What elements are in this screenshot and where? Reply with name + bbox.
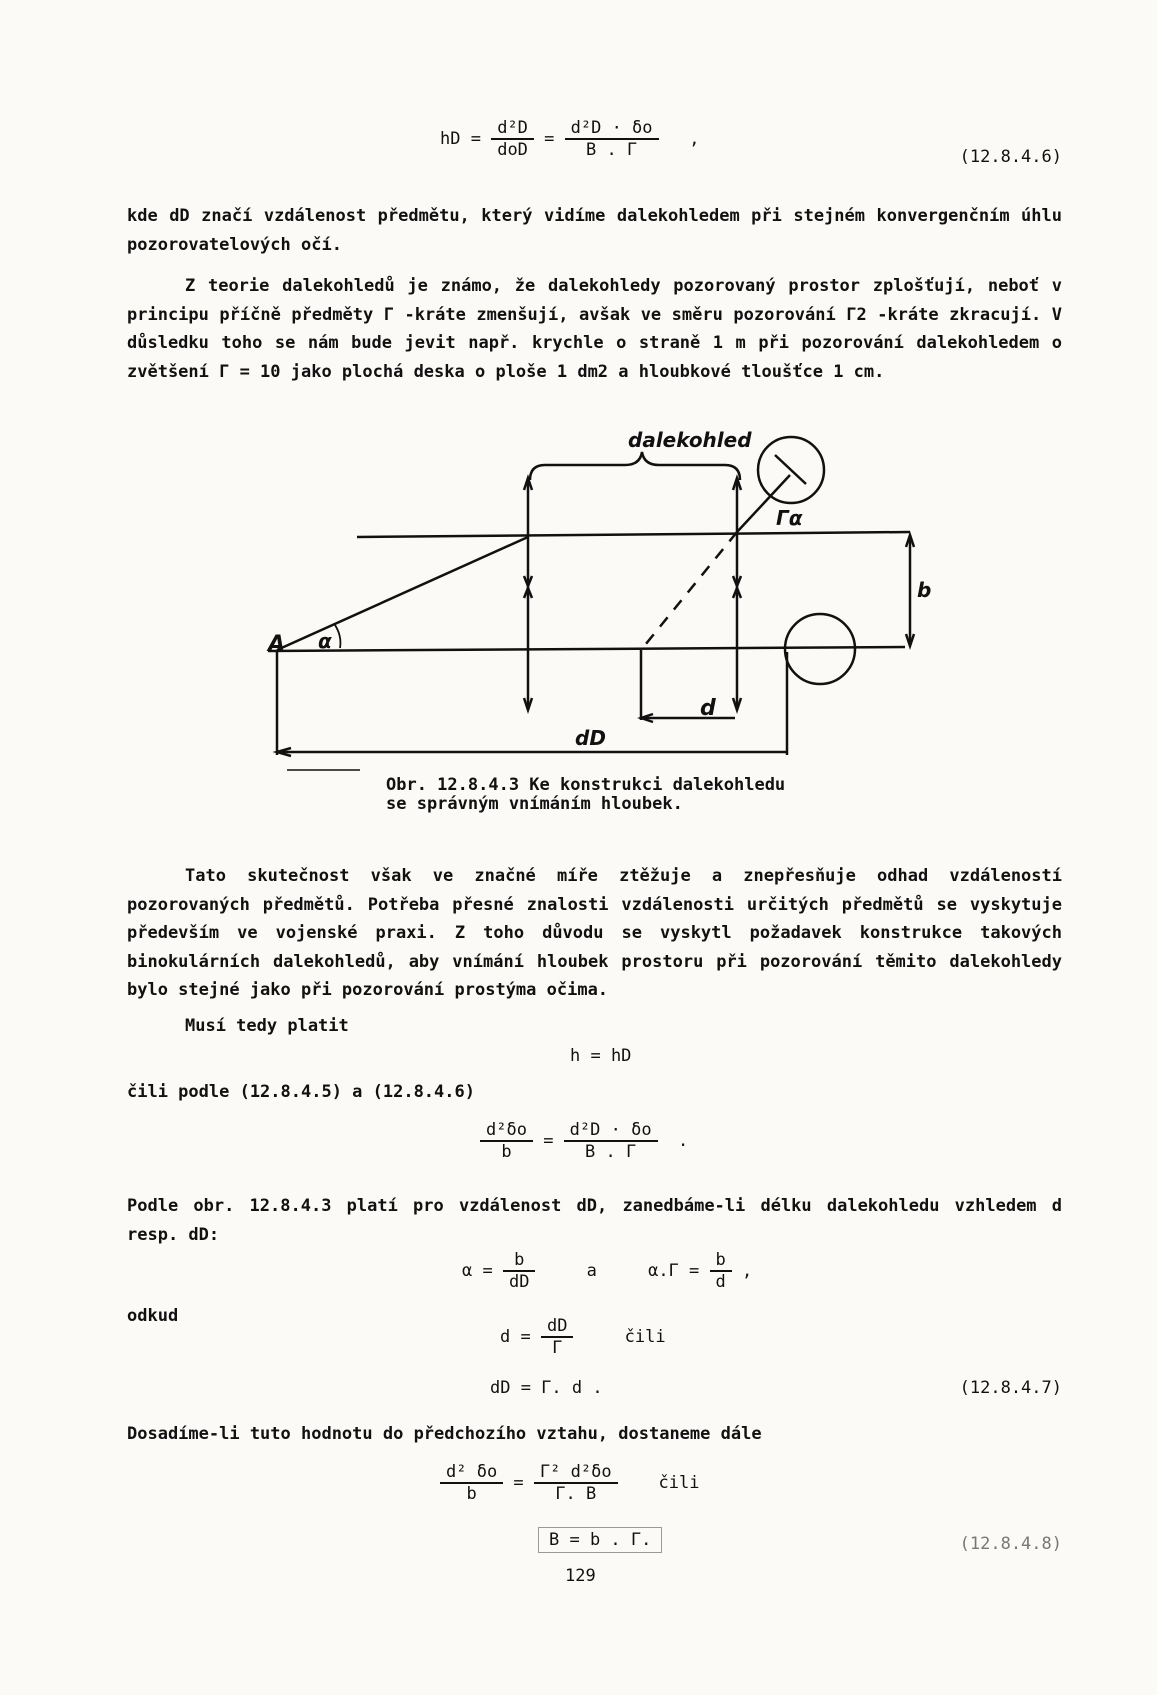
optical-axis (268, 647, 905, 651)
label-gamma-alpha: Γα (776, 506, 803, 530)
ray-line (277, 537, 528, 650)
equation-5: dD = Γ. d . (490, 1378, 603, 1398)
equation-4: d = $\frac{dD}{\Gamma}$ čili (500, 1316, 666, 1358)
paragraph-1: kde dD značí vzdálenost předmětu, který vidíme dalekohledem při stejném konvergenčním úhlu pozorovatelových očí. (127, 206, 1062, 255)
fraction: $\frac{\text{d²D · δo}}{B . \Gamma}$ (565, 118, 659, 160)
eq-lhs: hD (440, 129, 461, 149)
paragraph-4: Musí tedy platit (185, 1016, 349, 1036)
equation-6: $\frac{\text{d² δo}}{b}$ = $\frac{\text{Γ² d²δo}}{\Gamma. B}$ čili (440, 1462, 699, 1504)
eye-lower (785, 614, 855, 684)
label-A: A (268, 632, 286, 657)
alpha-arc (335, 625, 340, 648)
paragraph-6: Podle obr. 12.8.4.3 platí pro vzdálenost dD, zanedbáme-li délku dalekohledu vzhledem d resp. dD: (127, 1196, 1062, 1245)
figure-telescope-diagram (0, 0, 1157, 820)
fraction: $\frac{\text{d²D}}{\text{doD}}$ (491, 118, 534, 160)
equation-2: $\frac{\text{d²δo}}{b}$ = $\frac{\text{d²D · δo}}{B . \Gamma}$ . (480, 1120, 688, 1162)
equation-number: (12.8.4.8) (959, 1534, 1062, 1554)
eye-upper-pupil (775, 455, 806, 484)
paragraph-8: Dosadíme-li tuto hodnotu do předchozího vztahu, dostaneme dále (127, 1424, 762, 1444)
label-b: b (917, 578, 932, 602)
paragraph-2: Z teorie dalekohledů je známo, že dalekohledy pozorovaný prostor zplošťují, neboť v principu příčně předměty Γ -kráte zmenšují, avšak ve směru pozorování Γ2 -kráte zkracují. V důsledku toho se nám bude jevit např. krychle o straně 1 m při pozorování dalekohledem o zvětšení Γ = 10 jako plochá deska o ploše 1 dm2 a hloubkové tloušťce 1 cm. (127, 276, 1062, 382)
equation-number: (12.8.4.7) (959, 1378, 1062, 1398)
equation-number: (12.8.4.6) (959, 147, 1062, 167)
paragraph-7: odkud (127, 1306, 179, 1326)
equation-12-8-4-6: hD = $\frac{\text{d²D}}{\text{doD}}$ = $\frac{\text{d²D · δo}}{B . \Gamma}$ , (440, 118, 700, 160)
paragraph-5: čili podle (12.8.4.5) a (12.8.4.6) (127, 1082, 475, 1102)
brace (530, 452, 740, 480)
equation-3: α = $\frac{b}{dD}$ a α.Γ = $\frac{b}{d}$ , (462, 1250, 753, 1292)
dashed-line (641, 532, 737, 650)
label-alpha: α (318, 629, 332, 653)
boxed-result: B = b . Γ. (538, 1527, 662, 1553)
equation-7 (538, 1530, 662, 1550)
paragraph-3: Tato skutečnost však ve značné míře ztěžuje a znepřesňuje odhad vzdáleností pozorovaných předmětů. Potřeba přesné znalosti vzdálenosti určitých předmětů se vyskytuje především ve vojenské praxi. Z toho důvodu se vyskytl požadavek konstrukce takových binokulárních dalekohledů, aby vnímání hloubek prostoru při pozorování těmito dalekohledy bylo stejné jako při pozorování prostýma očima. (127, 866, 1062, 1000)
page-number: 129 (565, 1566, 596, 1586)
label-d: d (700, 696, 716, 721)
equation-h: h = hD (570, 1046, 632, 1066)
figure-caption: Obr. 12.8.4.3 Ke konstrukci dalekohledu se správným vnímáním hloubek. (386, 775, 786, 814)
upper-line (357, 532, 910, 537)
label-dD: dD (575, 726, 606, 750)
label-dalekohled: dalekohled (628, 428, 752, 452)
